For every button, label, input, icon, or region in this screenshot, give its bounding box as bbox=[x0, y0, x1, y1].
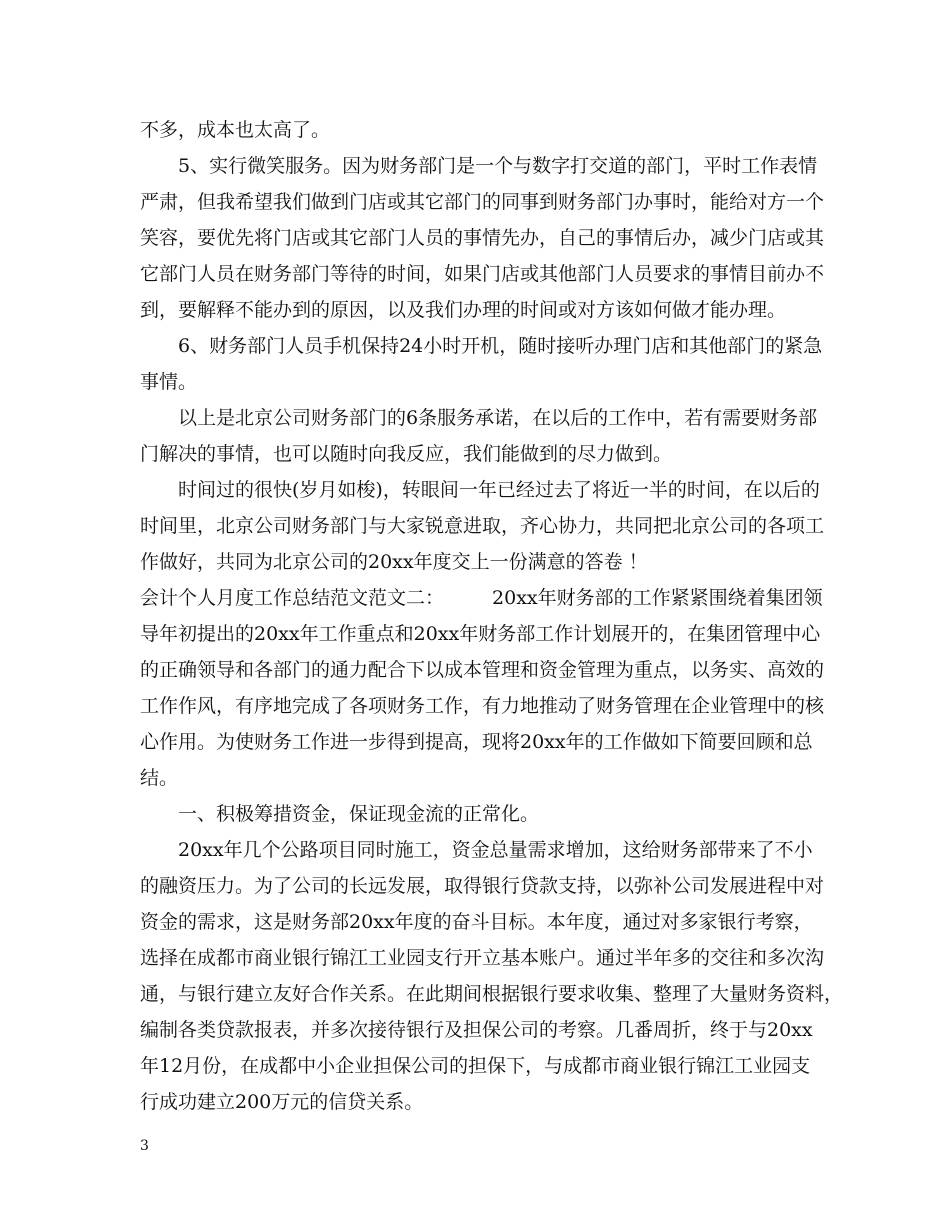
paragraph-line: 的融资压力。为了公司的长远发展，取得银行贷款支持，以弥补公司发展进程中对 bbox=[140, 875, 825, 897]
paragraph-line: 选择在成都市商业银行锦江工业园支行开立基本账户。通过半年多的交往和多次沟 bbox=[140, 947, 825, 969]
page-number: 3 bbox=[140, 1138, 149, 1154]
subheading-line: 一、积极筹措资金，保证现金流的正常化。 bbox=[178, 803, 540, 825]
paragraph-line: 事情。 bbox=[140, 371, 198, 393]
paragraph-line: 作做好，共同为北京公司的20xx年度交上一份满意的答卷 ！ bbox=[140, 551, 648, 573]
paragraph-line: 时间里，北京公司财务部门与大家锐意进取，齐心协力，共同把北京公司的各项工 bbox=[140, 515, 825, 537]
paragraph-line: 6、财务部门人员手机保持24小时开机，随时接听办理门店和其他部门的紧急 bbox=[178, 335, 823, 357]
paragraph-line: 以上是北京公司财务部门的6条服务承诺，在以后的工作中，若有需要财务部 bbox=[178, 407, 818, 429]
paragraph-line: 它部门人员在财务部门等待的时间，如果门店或其他部门人员要求的事情目前办不 bbox=[140, 263, 825, 285]
paragraph-line: 资金的需求，这是财务部20xx年度的奋斗目标。本年度，通过对多家银行考察， bbox=[140, 911, 813, 933]
section-heading: 会计个人月度工作总结范文范文二： bbox=[140, 587, 445, 609]
paragraph-line: 心作用。为使财务工作进一步得到提高，现将20xx年的工作做如下简要回顾和总 bbox=[140, 731, 813, 753]
paragraph-line: 时间过的很快(岁月如梭)，转眼间一年已经过去了将近一半的时间，在以后的 bbox=[178, 479, 820, 501]
paragraph-line: 编制各类贷款报表，并多次接待银行及担保公司的考察。几番周折，终于与20xx bbox=[140, 1019, 813, 1041]
paragraph-line: 导年初提出的20xx年工作重点和20xx年财务部工作计划展开的，在集团管理中心 bbox=[140, 623, 821, 645]
section-heading-line bbox=[140, 580, 823, 616]
paragraph-line: 通，与银行建立友好合作关系。在此期间根据银行要求收集、整理了大量财务资料， bbox=[140, 983, 844, 1005]
paragraph-line: 门解决的事情，也可以随时向我反应，我们能做到的尽力做到。 bbox=[140, 443, 673, 465]
paragraph-line: 不多，成本也太高了。 bbox=[140, 119, 331, 141]
paragraph-line: 的正确领导和各部门的通力配合下以成本管理和资金管理为重点，以务实、高效的 bbox=[140, 659, 825, 681]
paragraph-line: 笑容，要优先将门店或其它部门人员的事情先办，自己的事情后办，减少门店或其 bbox=[140, 227, 825, 249]
paragraph-line: 到，要解释不能办到的原因，以及我们办理的时间或对方该如何做才能办理。 bbox=[140, 299, 787, 321]
paragraph-line: 年12月份，在成都中小企业担保公司的担保下，与成都市商业银行锦江工业园支 bbox=[140, 1055, 811, 1077]
paragraph-line: 结。 bbox=[140, 767, 179, 789]
paragraph-line: 5、实行微笑服务。因为财务部门是一个与数字打交道的部门，平时工作表情 bbox=[178, 155, 818, 177]
paragraph-line: 20xx年几个公路项目同时施工，资金总量需求增加，这给财务部带来了不小 bbox=[178, 839, 813, 861]
paragraph-line: 严肃，但我希望我们做到门店或其它部门的同事到财务部门办事时，能给对方一个 bbox=[140, 191, 825, 213]
paragraph-text: 20xx年财务部的工作紧紧围绕着集团领 bbox=[492, 587, 823, 609]
paragraph-line: 行成功建立200万元的信贷关系。 bbox=[140, 1091, 424, 1113]
paragraph-line: 工作作风，有序地完成了各项财务工作，有力地推动了财务管理在企业管理中的核 bbox=[140, 695, 825, 717]
document-body bbox=[140, 112, 844, 1120]
